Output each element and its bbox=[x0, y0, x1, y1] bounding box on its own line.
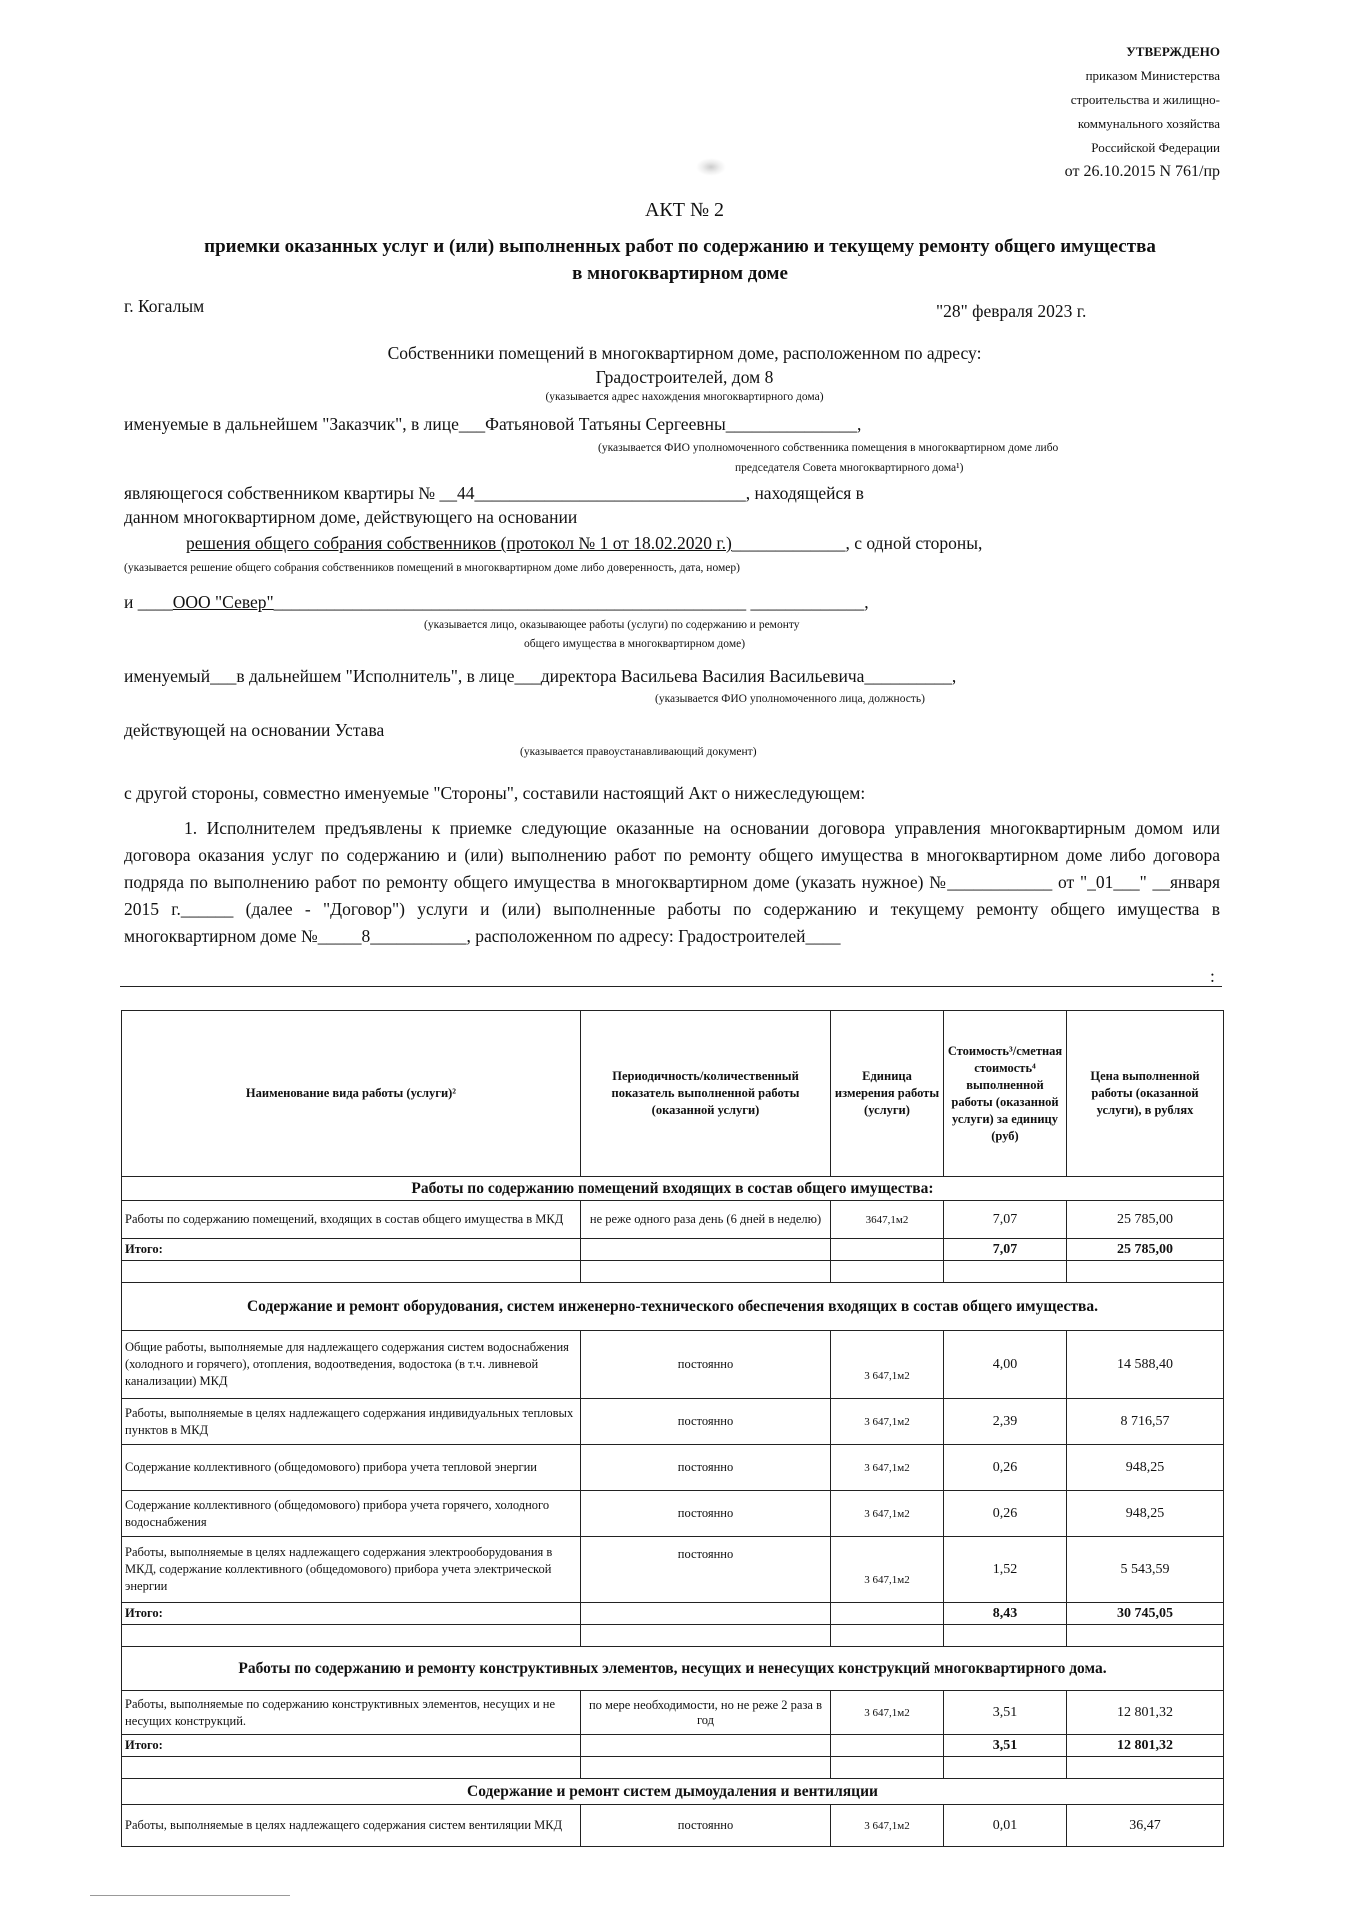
row-period: не реже одного раза день (6 дней в неделю) bbox=[581, 1201, 831, 1239]
row-cost: 0,01 bbox=[944, 1805, 1067, 1847]
row-name: Работы, выполняемые по содержанию конструктивных элементов, несущих и не несущих конструкций. bbox=[122, 1691, 581, 1735]
owners-intro: Собственники помещений в многоквартирном доме, расположенном по адресу: bbox=[387, 343, 982, 363]
contractor-line: и ____ООО "Север"______________________________________________________ _____________, bbox=[124, 592, 869, 612]
table-row bbox=[122, 1491, 1224, 1537]
and-word: и bbox=[124, 592, 134, 612]
basis-suffix: , с одной стороны, bbox=[845, 533, 983, 553]
customer-caption: (указывается ФИО уполномоченного собственника помещения в многоквартирном доме либо bbox=[598, 442, 1059, 454]
total-label: Итого: bbox=[122, 1735, 581, 1757]
section-title: Содержание и ремонт оборудования, систем инженерно-технического обеспечения входящих в состав общего имущества. bbox=[122, 1283, 1224, 1331]
section-row bbox=[122, 1177, 1224, 1201]
table-row bbox=[122, 1331, 1224, 1399]
total-row bbox=[122, 1239, 1224, 1261]
row-name: Содержание коллективного (общедомового) прибора учета тепловой энергии bbox=[122, 1445, 581, 1491]
header-unit: Единица измерения работы (услуги) bbox=[831, 1011, 944, 1177]
scan-edge-line bbox=[90, 1895, 290, 1896]
row-period: постоянно bbox=[581, 1399, 831, 1445]
approval-line: УТВЕРЖДЕНО bbox=[1126, 44, 1220, 59]
header-price: Цена выполненной работы (оказанной услуги), в рублях bbox=[1067, 1011, 1224, 1177]
acting-basis: действующей на основании Устава bbox=[124, 720, 385, 740]
customer-line: именуемые в дальнейшем "Заказчик", в лице___Фатьяновой Татьяны Сергеевны_______________, bbox=[124, 414, 862, 434]
address-caption: (указывается адрес нахождения многоквартирного дома) bbox=[545, 391, 824, 403]
approval-line: коммунального хозяйства bbox=[1077, 116, 1220, 131]
apartment-number: 44 bbox=[456, 483, 475, 503]
header-period: Периодичность/количественный показатель выполненной работы (оказанной услуги) bbox=[581, 1011, 831, 1177]
acting-caption: (указывается правоустанавливающий документ) bbox=[520, 746, 757, 758]
approval-line: строительства и жилищно- bbox=[1070, 92, 1220, 107]
executor-caption: (указывается ФИО уполномоченного лица, должность) bbox=[655, 693, 925, 705]
act-title-line: приемки оказанных услуг и (или) выполненных работ по содержанию и текущему ремонту общего имущества bbox=[204, 236, 1156, 257]
customer-prefix: именуемые в дальнейшем "Заказчик", в лице bbox=[124, 414, 459, 434]
spacer-row bbox=[122, 1625, 1224, 1647]
apartment-suffix: , находящейся в bbox=[745, 483, 864, 503]
row-unit: 3 647,1м2 bbox=[831, 1691, 944, 1735]
row-cost: 3,51 bbox=[944, 1691, 1067, 1735]
table-row bbox=[122, 1537, 1224, 1603]
paragraph-1: 1. Исполнителем предъявлены к приемке следующие оказанные на основании договора управления многоквартирным домом или договора оказания услуг по содержанию и (или) выполнению работ по ремонту общего имущества в многоквартирном доме либо договора подряда по выполнению работ по ремонту общего имущества в многоквартирном доме (указать нужное) №____________ от "_01___" __января 2015 г.______ (далее - "Договор") услуги и (или) выполненные работы по содержанию и текущему ремонту общего имущества в многоквартирном доме №_____8___________, расположенном по адресу: Градостроителей____ bbox=[124, 818, 1220, 946]
row-cost: 7,07 bbox=[944, 1201, 1067, 1239]
row-cost: 1,52 bbox=[944, 1537, 1067, 1603]
row-price: 5 543,59 bbox=[1067, 1537, 1224, 1603]
row-cost: 0,26 bbox=[944, 1491, 1067, 1537]
section-title: Работы по содержанию и ремонту конструктивных элементов, несущих и ненесущих конструкций многоквартирного дома. bbox=[122, 1647, 1224, 1691]
row-unit: 3 647,1м2 bbox=[831, 1537, 944, 1603]
row-name: Работы по содержанию помещений, входящих в состав общего имущества в МКД bbox=[122, 1201, 581, 1239]
row-price: 36,47 bbox=[1067, 1805, 1224, 1847]
other-side-line: с другой стороны, совместно именуемые "Стороны", составили настоящий Акт о нижеследующем: bbox=[124, 783, 866, 803]
row-price: 948,25 bbox=[1067, 1445, 1224, 1491]
contractor-caption: общего имущества в многоквартирном доме) bbox=[524, 638, 746, 650]
row-price: 12 801,32 bbox=[1067, 1691, 1224, 1735]
works-table bbox=[121, 1010, 1224, 1847]
row-name: Содержание коллективного (общедомового) прибора учета горячего, холодного водоснабжения bbox=[122, 1491, 581, 1537]
table-row bbox=[122, 1399, 1224, 1445]
total-cost: 8,43 bbox=[944, 1603, 1067, 1625]
table-row bbox=[122, 1805, 1224, 1847]
act-number: АКТ № 2 bbox=[644, 199, 725, 221]
header-cost: Стоимость³/сметная стоимость⁴ выполненной работы (оказанной услуги) за единицу (руб) bbox=[944, 1011, 1067, 1177]
spacer-row bbox=[122, 1261, 1224, 1283]
row-unit: 3647,1м2 bbox=[831, 1201, 944, 1239]
total-label: Итого: bbox=[122, 1239, 581, 1261]
row-cost: 0,26 bbox=[944, 1445, 1067, 1491]
apartment-line: являющегося собственником квартиры № __44_______________________________, находящейся в bbox=[124, 483, 864, 503]
spacer-row bbox=[122, 1757, 1224, 1779]
table-row bbox=[122, 1691, 1224, 1735]
row-unit: 3 647,1м2 bbox=[831, 1805, 944, 1847]
row-period: постоянно bbox=[581, 1331, 831, 1399]
section-row bbox=[122, 1779, 1224, 1805]
customer-name: Фатьяновой Татьяны Сергеевны bbox=[485, 414, 726, 434]
row-unit: 3 647,1м2 bbox=[831, 1399, 944, 1445]
total-cost: 3,51 bbox=[944, 1735, 1067, 1757]
table-row bbox=[122, 1201, 1224, 1239]
row-period: по мере необходимости, но не реже 2 раза в год bbox=[581, 1691, 831, 1735]
colon: : bbox=[1210, 966, 1215, 986]
contractor-name: ООО "Север" bbox=[172, 592, 274, 612]
house-address: Градостроителей, дом 8 bbox=[595, 367, 774, 387]
customer-caption: председателя Совета многоквартирного дома¹) bbox=[735, 462, 964, 474]
act-title bbox=[120, 233, 1240, 287]
row-price: 14 588,40 bbox=[1067, 1331, 1224, 1399]
row-name: Общие работы, выполняемые для надлежащего содержания систем водоснабжения (холодного и горячего), отопления, водоотведения, водостока (в т.ч. ливневой канализации) МКД bbox=[122, 1331, 581, 1399]
total-price: 12 801,32 bbox=[1067, 1735, 1224, 1757]
basis-caption: (указывается решение общего собрания собственников помещений в многоквартирном доме либо доверенность, дата, номер) bbox=[124, 562, 740, 574]
row-period: постоянно bbox=[581, 1537, 831, 1603]
table-row bbox=[122, 1445, 1224, 1491]
section-row bbox=[122, 1647, 1224, 1691]
section-row bbox=[122, 1283, 1224, 1331]
row-unit: 3 647,1м2 bbox=[831, 1491, 944, 1537]
row-name: Работы, выполняемые в целях надлежащего содержания электрооборудования в МКД, содержание коллективного (общедомового) прибора учета электрической энергии bbox=[122, 1537, 581, 1603]
total-cost: 7,07 bbox=[944, 1239, 1067, 1261]
basis-decision: решения общего собрания собственников (протокол № 1 от 18.02.2020 г.) bbox=[186, 533, 732, 553]
row-unit: 3 647,1м2 bbox=[831, 1445, 944, 1491]
act-title-line: в многоквартирном доме bbox=[572, 263, 788, 284]
row-cost: 4,00 bbox=[944, 1331, 1067, 1399]
row-cost: 2,39 bbox=[944, 1399, 1067, 1445]
scan-speck bbox=[696, 158, 726, 176]
approval-block bbox=[1065, 40, 1220, 184]
apartment-prefix: являющегося собственником квартиры № bbox=[124, 483, 436, 503]
total-label: Итого: bbox=[122, 1603, 581, 1625]
row-unit: 3 647,1м2 bbox=[831, 1331, 944, 1399]
act-city: г. Когалым bbox=[124, 296, 205, 316]
row-period: постоянно bbox=[581, 1445, 831, 1491]
row-period: постоянно bbox=[581, 1805, 831, 1847]
basis-row: решения общего собрания собственников (протокол № 1 от 18.02.2020 г.)_____________, с одной стороны, bbox=[186, 533, 983, 553]
section-title: Содержание и ремонт систем дымоудаления и вентиляции bbox=[122, 1779, 1224, 1805]
executor-prefix: именуемый bbox=[124, 666, 211, 686]
row-price: 8 716,57 bbox=[1067, 1399, 1224, 1445]
row-period: постоянно bbox=[581, 1491, 831, 1537]
address-underline bbox=[120, 986, 1222, 987]
section-title: Работы по содержанию помещений входящих в состав общего имущества: bbox=[122, 1177, 1224, 1201]
total-row bbox=[122, 1603, 1224, 1625]
executor-name: директора Васильева Василия Васильевича bbox=[540, 666, 865, 686]
total-price: 25 785,00 bbox=[1067, 1239, 1224, 1261]
header-name: Наименование вида работы (услуги)² bbox=[122, 1011, 581, 1177]
approval-line: Российской Федерации bbox=[1091, 140, 1220, 155]
row-price: 948,25 bbox=[1067, 1491, 1224, 1537]
total-row bbox=[122, 1735, 1224, 1757]
approval-line: от 26.10.2015 N 761/пр bbox=[1064, 163, 1220, 180]
contractor-caption: (указывается лицо, оказывающее работы (услуги) по содержанию и ремонту bbox=[424, 619, 800, 631]
total-price: 30 745,05 bbox=[1067, 1603, 1224, 1625]
basis-line: данном многоквартирном доме, действующего на основании bbox=[124, 507, 578, 527]
row-name: Работы, выполняемые в целях надлежащего содержания индивидуальных тепловых пунктов в МКД bbox=[122, 1399, 581, 1445]
approval-line: приказом Министерства bbox=[1085, 68, 1220, 83]
act-date: "28" февраля 2023 г. bbox=[936, 301, 1087, 321]
executor-mid: в дальнейшем "Исполнитель", в лице bbox=[236, 666, 515, 686]
table-header-row bbox=[122, 1011, 1224, 1177]
row-name: Работы, выполняемые в целях надлежащего содержания систем вентиляции МКД bbox=[122, 1805, 581, 1847]
executor-line: именуемый___в дальнейшем "Исполнитель", в лице___директора Васильева Василия Васильевича__________, bbox=[124, 666, 957, 686]
row-price: 25 785,00 bbox=[1067, 1201, 1224, 1239]
